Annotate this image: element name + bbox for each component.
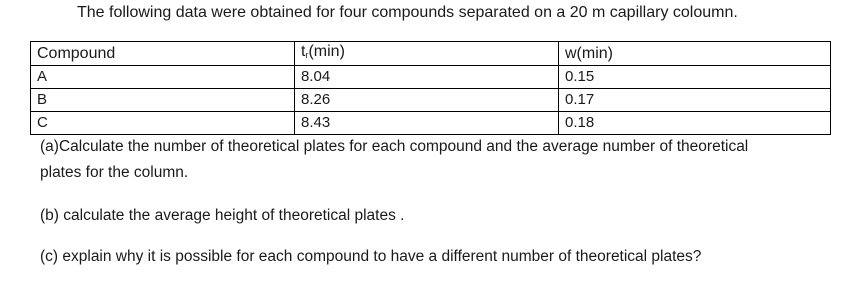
table-row: [31, 112, 831, 135]
cell-compound: A: [31, 66, 295, 89]
header-compound: Compound: [31, 42, 295, 66]
header-tr-unit: (min): [308, 43, 345, 60]
cell-compound: C: [31, 112, 295, 135]
header-tr-symbol: t: [301, 43, 306, 60]
cell-retention-time: 8.04: [295, 66, 559, 89]
header-width: w(min): [559, 42, 831, 66]
table-row: [31, 89, 831, 112]
cell-compound: B: [31, 89, 295, 112]
question-c: (c) explain why it is possible for each compound to have a different number of theoretical plates?: [40, 248, 702, 265]
data-table: [30, 41, 831, 135]
cell-width: 0.15: [559, 66, 831, 89]
table-row: [31, 66, 831, 89]
cell-width: 0.18: [559, 112, 831, 135]
question-b: (b) calculate the average height of theoretical plates .: [40, 207, 405, 224]
intro-text: The following data were obtained for four compounds separated on a 20 m capillary coloumn.: [77, 4, 738, 21]
question-a-line2: plates for the column.: [40, 164, 189, 181]
header-tr-subscript: r: [305, 50, 309, 60]
table-header-row: [31, 42, 831, 66]
question-a-line1: (a)Calculate the number of theoretical plates for each compound and the average number of theoretical: [40, 138, 749, 155]
cell-retention-time: 8.43: [295, 112, 559, 135]
cell-width: 0.17: [559, 89, 831, 112]
header-retention-time: [295, 42, 559, 66]
cell-retention-time: 8.26: [295, 89, 559, 112]
